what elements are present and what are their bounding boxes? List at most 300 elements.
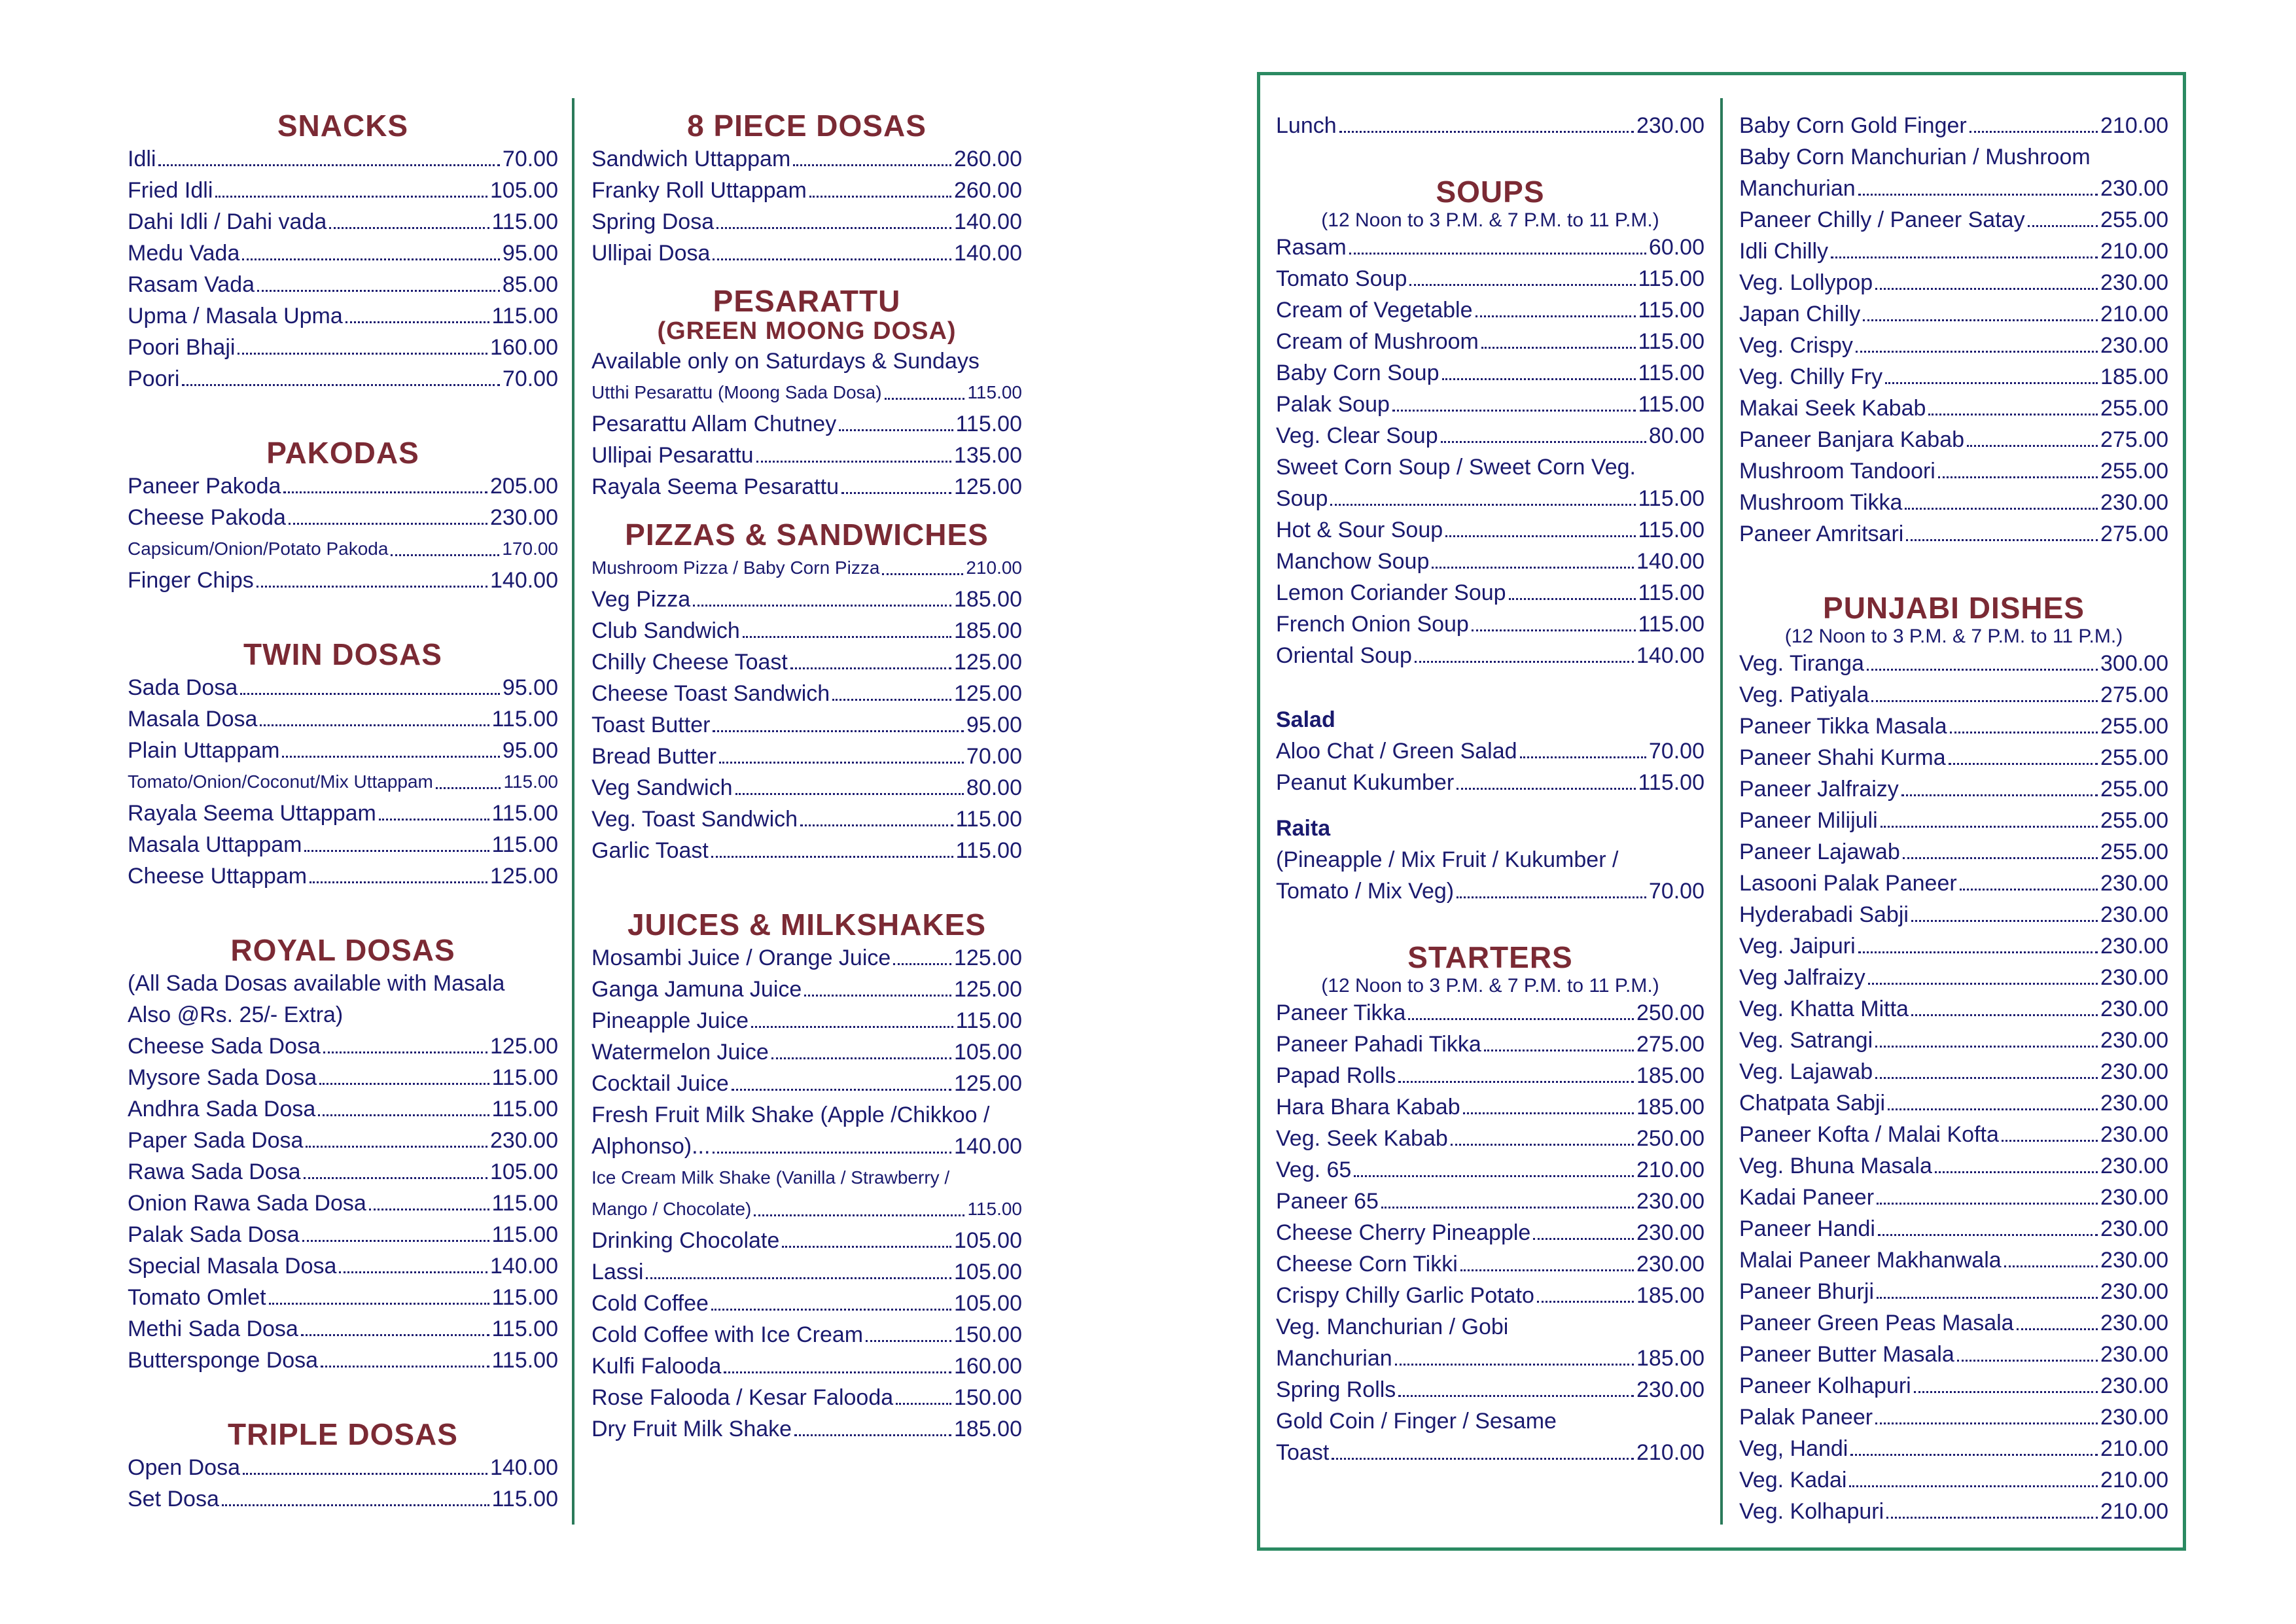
menu-item-name: Rasam <box>1276 235 1347 260</box>
menu-item-price: 115.00 <box>1638 392 1704 417</box>
menu-item <box>592 615 1022 646</box>
dot-leader <box>1850 1454 2098 1456</box>
menu-item <box>1276 514 1704 546</box>
dot-leader <box>1969 131 2098 133</box>
menu-item-name: Medu Vada <box>128 241 240 266</box>
menu-item <box>1276 546 1704 577</box>
menu-section <box>128 435 558 596</box>
menu-item <box>128 363 558 395</box>
menu-item-name: Paneer Bhurji <box>1739 1279 1875 1304</box>
menu-item-name: Gold Coin / Finger / Sesame <box>1276 1409 1557 1434</box>
dot-leader <box>724 1371 951 1373</box>
menu-item-price: 230.00 <box>2100 1248 2168 1273</box>
menu-item-name: Veg. 65 <box>1276 1157 1352 1182</box>
menu-item-price: 170.00 <box>502 538 558 559</box>
menu-item <box>1276 1280 1704 1311</box>
menu-item-name: Finger Chips <box>128 568 254 593</box>
menu-item-name: Paneer Tikka Masala <box>1739 714 1947 739</box>
dot-leader <box>1886 1517 2098 1519</box>
dot-leader <box>289 523 487 525</box>
section-title: TRIPLE DOSAS <box>228 1417 458 1451</box>
menu-item <box>1739 1182 2168 1213</box>
section-title: PESARATTU <box>713 284 901 318</box>
dot-leader <box>771 1057 951 1059</box>
dot-leader <box>257 290 500 292</box>
menu-item <box>1739 518 2168 550</box>
menu-item <box>1276 1437 1704 1468</box>
menu-item-price: 115.00 <box>955 1008 1022 1033</box>
menu-item <box>128 1125 558 1156</box>
menu-item <box>128 703 558 735</box>
dot-leader <box>256 586 487 588</box>
dot-leader <box>756 461 951 463</box>
menu-item-name: Veg. Lajawab <box>1739 1059 1873 1084</box>
menu-item-price: 230.00 <box>1636 1189 1704 1214</box>
menu-item-price: 205.00 <box>490 474 558 499</box>
menu-item <box>128 300 558 332</box>
menu-item <box>592 440 1022 471</box>
menu-item <box>1739 1276 2168 1307</box>
menu-item <box>1276 232 1704 263</box>
menu-item-name: Kadai Paneer <box>1739 1185 1875 1210</box>
menu-item-price: 255.00 <box>2100 396 2168 421</box>
menu-item-price: 140.00 <box>490 1455 558 1480</box>
menu-item-name: Fresh Fruit Milk Shake (Apple /Chikkoo / <box>592 1103 990 1127</box>
menu-item-price: 70.00 <box>502 147 558 171</box>
dot-leader <box>1849 1485 2098 1487</box>
menu-item <box>128 1483 558 1515</box>
menu-item-name: Cheese Cherry Pineapple <box>1276 1220 1531 1245</box>
dot-leader <box>1950 732 2098 733</box>
menu-item <box>592 143 1022 175</box>
menu-section <box>1276 704 1704 798</box>
dot-leader <box>1911 1014 2098 1016</box>
menu-item <box>592 175 1022 206</box>
dot-leader <box>321 1366 489 1368</box>
menu-item-price: 95.00 <box>502 738 558 763</box>
menu-item-name: Veg. Bhuna Masala <box>1739 1154 1932 1178</box>
menu-item-price: 125.00 <box>954 681 1022 706</box>
menu-item-name: Ice Cream Milk Shake (Vanilla / Strawberry / <box>592 1167 950 1188</box>
menu-item-price: 80.00 <box>966 775 1022 800</box>
menu-item <box>1739 679 2168 711</box>
menu-item-name: Baby Corn Manchurian / Mushroom <box>1739 145 2091 169</box>
menu-item-price: 115.00 <box>491 832 558 857</box>
menu-item-price: 115.00 <box>967 382 1022 402</box>
menu-item-price: 230.00 <box>2100 934 2168 959</box>
menu-item <box>592 1319 1022 1350</box>
menu-item-price: 230.00 <box>2100 490 2168 515</box>
menu-item <box>1276 640 1704 671</box>
menu-item <box>1739 1339 2168 1370</box>
menu-item <box>1276 1154 1704 1186</box>
menu-item-price: 275.00 <box>1636 1032 1704 1057</box>
dot-leader <box>319 1083 489 1085</box>
menu-item-price: 275.00 <box>2100 521 2168 546</box>
menu-item-price: 230.00 <box>2100 1279 2168 1304</box>
menu-item-name: Alphonso)... <box>592 1134 711 1159</box>
dot-leader <box>1875 288 2098 290</box>
menu-item-name: Open Dosa <box>128 1455 240 1480</box>
menu-item-name: Drinking Chocolate <box>592 1228 780 1253</box>
dot-leader <box>2028 225 2098 227</box>
dot-leader <box>1901 794 2098 796</box>
dot-leader <box>1463 1112 1634 1114</box>
dot-leader <box>1509 598 1636 600</box>
section-title: STARTERS <box>1407 940 1573 974</box>
menu-item-name: Set Dosa <box>128 1487 219 1511</box>
section-title: SNACKS <box>277 109 409 143</box>
dot-leader <box>716 227 951 229</box>
menu-item-name: Soup <box>1276 486 1328 511</box>
menu-item-name: Cheese Pakoda <box>128 505 286 530</box>
menu-item-name: Mysore Sada Dosa <box>128 1065 317 1090</box>
menu-item-price: 185.00 <box>1636 1346 1704 1371</box>
menu-item-price: 230.00 <box>1636 1220 1704 1245</box>
dot-leader <box>1875 1046 2098 1048</box>
menu-item <box>1739 141 2168 173</box>
menu-item <box>128 1452 558 1483</box>
menu-item-name: Andhra Sada Dosa <box>128 1097 316 1121</box>
menu-item-name: Paneer Green Peas Masala <box>1739 1311 2014 1335</box>
menu-item-price: 230.00 <box>2100 1185 2168 1210</box>
dot-leader <box>809 196 951 198</box>
menu-item-price: 230.00 <box>2100 902 2168 927</box>
menu-item-price: 105.00 <box>954 1291 1022 1316</box>
dot-leader <box>646 1277 951 1279</box>
dot-leader <box>318 1114 489 1116</box>
dot-leader <box>1863 319 2098 321</box>
menu-item-name: Malai Paneer Makhanwala <box>1739 1248 2002 1273</box>
menu-item <box>1276 1374 1704 1405</box>
menu-item-price: 150.00 <box>954 1322 1022 1347</box>
menu-section <box>1276 174 1704 671</box>
menu-item-name: Veg. Lollypop <box>1739 270 1873 295</box>
menu-item-name: Club Sandwich <box>592 618 740 643</box>
menu-item <box>1739 236 2168 267</box>
menu-item-name: Spring Rolls <box>1276 1377 1396 1402</box>
dot-leader <box>282 756 499 758</box>
dot-leader <box>304 850 489 852</box>
section-hours-note: (12 Noon to 3 P.M. & 7 P.M. to 11 P.M.) <box>1321 975 1659 997</box>
menu-item-name: Toast <box>1276 1440 1330 1465</box>
dot-leader <box>1481 347 1636 349</box>
dot-leader <box>182 384 500 386</box>
menu-item <box>592 1288 1022 1319</box>
dot-leader <box>2004 1265 2098 1267</box>
column-divider-right <box>1720 98 1723 1525</box>
menu-item-price: 210.00 <box>966 557 1022 578</box>
dot-leader <box>345 321 489 323</box>
menu-item-price: 185.00 <box>954 618 1022 643</box>
dot-leader <box>794 1434 951 1436</box>
menu-item <box>1276 357 1704 389</box>
dot-leader <box>238 353 487 355</box>
menu-item <box>1739 962 2168 993</box>
menu-section <box>1739 590 2168 1527</box>
dot-leader <box>1881 826 2098 828</box>
dot-leader <box>1475 315 1636 317</box>
menu-item-name: Upma / Masala Upma <box>128 304 343 328</box>
menu-item <box>592 238 1022 269</box>
menu-column-3 <box>1276 0 1704 1468</box>
menu-item <box>1739 711 2168 742</box>
menu-item <box>1739 868 2168 899</box>
menu-item <box>1739 1244 2168 1276</box>
menu-item-price: 135.00 <box>954 443 1022 468</box>
menu-item-price: 140.00 <box>490 568 558 593</box>
dot-leader <box>2017 1328 2098 1330</box>
menu-item <box>1739 742 2168 773</box>
menu-item <box>1276 420 1704 451</box>
menu-item-name: Rayala Seema Pesarattu <box>592 474 839 499</box>
menu-item <box>128 1282 558 1313</box>
menu-item-price: 115.00 <box>491 304 558 328</box>
menu-item-name: French Onion Soup <box>1276 612 1469 637</box>
menu-item <box>592 1225 1022 1256</box>
menu-item-price: 115.00 <box>955 412 1022 436</box>
menu-item <box>592 803 1022 835</box>
section-subhead: Raita <box>1276 816 1331 841</box>
menu-item <box>1739 1025 2168 1056</box>
menu-item <box>1739 648 2168 679</box>
menu-item-price: 230.00 <box>2100 1311 2168 1335</box>
column-divider-left <box>572 98 574 1525</box>
menu-item-price: 255.00 <box>2100 714 2168 739</box>
dot-leader <box>301 1334 489 1336</box>
menu-item-price: 230.00 <box>2100 270 2168 295</box>
dot-leader <box>1484 1050 1634 1051</box>
menu-item-price: 255.00 <box>2100 745 2168 770</box>
menu-item-price: 230.00 <box>490 505 558 530</box>
menu-item <box>1739 1496 2168 1527</box>
menu-item-name: Paneer Amritsari <box>1739 521 1904 546</box>
section-subtitle: (GREEN MOONG DOSA) <box>657 317 957 345</box>
menu-item <box>128 1031 558 1062</box>
menu-item-price: 260.00 <box>954 178 1022 203</box>
menu-item <box>1276 389 1704 420</box>
menu-item-name: Veg. Khatta Mitta <box>1739 997 1909 1021</box>
menu-item <box>592 552 1022 584</box>
dot-leader <box>1928 414 2098 415</box>
menu-item <box>592 835 1022 866</box>
dot-leader <box>732 1089 951 1091</box>
menu-item-price: 230.00 <box>2100 1028 2168 1053</box>
dot-leader <box>329 227 489 229</box>
menu-item-name: Veg. Kadai <box>1739 1468 1847 1492</box>
dot-leader <box>1960 889 2098 891</box>
menu-item <box>128 798 558 829</box>
menu-item-price: 230.00 <box>1636 1252 1704 1277</box>
dot-leader <box>713 730 963 732</box>
menu-item-price: 85.00 <box>502 272 558 297</box>
dot-leader <box>1858 194 2098 196</box>
menu-item-price: 105.00 <box>490 178 558 203</box>
dot-leader <box>379 819 489 821</box>
menu-item-name: Crispy Chilly Garlic Potato <box>1276 1283 1534 1308</box>
dot-leader <box>1831 256 2098 258</box>
menu-item-name: Capsicum/Onion/Potato Pakoda <box>128 538 389 559</box>
dot-leader <box>1457 788 1635 790</box>
dot-leader <box>1914 1391 2098 1393</box>
menu-item-name: Veg, Handi <box>1739 1436 1848 1461</box>
dot-leader <box>240 693 500 695</box>
menu-item <box>592 408 1022 440</box>
menu-item-name: Veg Jalfraizy <box>1739 965 1865 990</box>
menu-item <box>1276 875 1704 907</box>
menu-item-name: Cocktail Juice <box>592 1071 729 1096</box>
menu-item <box>592 741 1022 772</box>
dot-leader <box>1911 920 2098 922</box>
menu-item-name: Lemon Coriander Soup <box>1276 580 1506 605</box>
menu-item-name: Pesarattu Allam Chutney <box>592 412 837 436</box>
dot-leader <box>158 164 499 166</box>
menu-item-price: 160.00 <box>954 1354 1022 1379</box>
menu-item-price: 210.00 <box>2100 1468 2168 1492</box>
menu-item-price: 210.00 <box>2100 1436 2168 1461</box>
menu-item-name: Paneer Pahadi Tikka <box>1276 1032 1481 1057</box>
menu-item-name: Garlic Toast <box>592 838 709 863</box>
menu-item <box>128 1093 558 1125</box>
menu-item-name: Mango / Chocolate) <box>592 1199 752 1219</box>
menu-item-name: Cheese Sada Dosa <box>128 1034 321 1059</box>
menu-item-price: 70.00 <box>966 744 1022 769</box>
menu-item-name: Cheese Toast Sandwich <box>592 681 830 706</box>
dot-leader <box>1398 1081 1634 1083</box>
menu-item-price: 255.00 <box>2100 459 2168 484</box>
dot-leader <box>693 605 951 607</box>
menu-item-price: 115.00 <box>491 209 558 234</box>
section-title: PAKODAS <box>266 436 419 470</box>
menu-item <box>1739 424 2168 455</box>
menu-item-name: Plain Uttappam <box>128 738 280 763</box>
menu-item-name: Rawa Sada Dosa <box>128 1159 301 1184</box>
menu-item-price: 185.00 <box>2100 364 2168 389</box>
menu-item-price: 125.00 <box>954 474 1022 499</box>
menu-section <box>128 637 558 892</box>
menu-item-name: Veg. Clear Soup <box>1276 423 1438 448</box>
menu-item-name: Ullipai Pesarattu <box>592 443 754 468</box>
menu-item-name: Hara Bhara Kabab <box>1276 1095 1460 1120</box>
menu-item-name: Paneer Shahi Kurma <box>1739 745 1946 770</box>
dot-leader <box>893 963 951 965</box>
dot-leader <box>751 1026 953 1028</box>
menu-item-price: 230.00 <box>1636 1377 1704 1402</box>
dot-leader <box>711 1309 951 1311</box>
menu-item-name: Mushroom Pizza / Baby Corn Pizza <box>592 557 880 578</box>
menu-column-1 <box>128 0 558 1515</box>
menu-item <box>128 269 558 300</box>
menu-item <box>1739 836 2168 868</box>
dot-leader <box>1877 1297 2098 1299</box>
dot-leader <box>1903 857 2098 859</box>
menu-section <box>128 1417 558 1515</box>
menu-item <box>1276 294 1704 326</box>
section-hours-note: (12 Noon to 3 P.M. & 7 P.M. to 11 P.M.) <box>1321 209 1659 231</box>
menu-item-name: Paneer Milijuli <box>1739 808 1878 833</box>
menu-item-name: Mushroom Tandoori <box>1739 459 1935 484</box>
menu-item-price: 185.00 <box>1636 1283 1704 1308</box>
menu-item-name: Veg. Kolhapuri <box>1739 1499 1884 1524</box>
menu-item-price: 210.00 <box>1636 1440 1704 1465</box>
menu-item <box>128 533 558 565</box>
menu-item <box>1739 487 2168 518</box>
menu-item-name: Makai Seek Kabab <box>1739 396 1926 421</box>
menu-item-name: Rasam Vada <box>128 272 255 297</box>
menu-item-price: 230.00 <box>2100 1373 2168 1398</box>
menu-item-price: 255.00 <box>2100 207 2168 232</box>
menu-item-name: Mosambi Juice / Orange Juice <box>592 945 891 970</box>
menu-item-price: 115.00 <box>491 1285 558 1310</box>
menu-item-name: Ullipai Dosa <box>592 241 711 266</box>
menu-item-name: Cold Coffee <box>592 1291 709 1316</box>
dot-leader <box>283 491 487 493</box>
menu-item-price: 105.00 <box>954 1260 1022 1284</box>
menu-item-name: Cheese Corn Tikki <box>1276 1252 1458 1277</box>
menu-item-price: 125.00 <box>954 977 1022 1002</box>
menu-item-name: Idli Chilly <box>1739 239 1829 264</box>
menu-item-price: 115.00 <box>491 1191 558 1216</box>
menu-item <box>1276 1217 1704 1248</box>
menu-item-name: Paneer Butter Masala <box>1739 1342 1954 1367</box>
dot-leader <box>1967 445 2098 447</box>
menu-item <box>592 974 1022 1005</box>
dot-leader <box>1472 629 1636 631</box>
dot-leader <box>1349 253 1646 255</box>
menu-item-name: Veg. Chilly Fry <box>1739 364 1883 389</box>
menu-item-price: 125.00 <box>490 1034 558 1059</box>
menu-item <box>1276 1123 1704 1154</box>
menu-item-name: Sweet Corn Soup / Sweet Corn Veg. <box>1276 455 1636 480</box>
menu-item <box>1739 1150 2168 1182</box>
menu-item-name: Masala Dosa <box>128 707 258 732</box>
menu-item-name: Aloo Chat / Green Salad <box>1276 739 1517 764</box>
menu-item-name: Toast Butter <box>592 713 711 737</box>
dot-leader <box>1354 1175 1634 1177</box>
menu-item-price: 255.00 <box>2100 808 2168 833</box>
menu-item-price: 105.00 <box>954 1228 1022 1253</box>
dot-leader <box>719 762 964 764</box>
menu-item <box>592 772 1022 803</box>
menu-item-price: 80.00 <box>1648 423 1704 448</box>
dot-leader <box>1888 1108 2098 1110</box>
dot-leader <box>1533 1238 1634 1240</box>
dot-leader <box>1339 131 1634 133</box>
menu-item <box>592 584 1022 615</box>
menu-item <box>592 942 1022 974</box>
menu-item-name: Paneer Kolhapuri <box>1739 1373 1911 1398</box>
dot-leader <box>1938 476 2098 478</box>
menu-item <box>1739 1056 2168 1087</box>
menu-item-name: Methi Sada Dosa <box>128 1316 298 1341</box>
section-hours-note: (12 Noon to 3 P.M. & 7 P.M. to 11 P.M.) <box>1784 626 2123 647</box>
menu-item-price: 70.00 <box>1648 739 1704 764</box>
menu-item <box>1739 1402 2168 1433</box>
menu-item <box>592 471 1022 503</box>
menu-item <box>1739 899 2168 930</box>
menu-item <box>128 1313 558 1345</box>
menu-item-name: Masala Uttappam <box>128 832 302 857</box>
menu-item <box>1276 1091 1704 1123</box>
menu-item-price: 230.00 <box>1636 113 1704 138</box>
menu-section <box>592 517 1022 866</box>
menu-item <box>592 1350 1022 1382</box>
dot-leader <box>1949 763 2098 765</box>
menu-item-price: 115.00 <box>967 1199 1022 1219</box>
dot-leader <box>754 1214 964 1216</box>
menu-item <box>128 1062 558 1093</box>
dot-leader <box>782 1246 951 1248</box>
